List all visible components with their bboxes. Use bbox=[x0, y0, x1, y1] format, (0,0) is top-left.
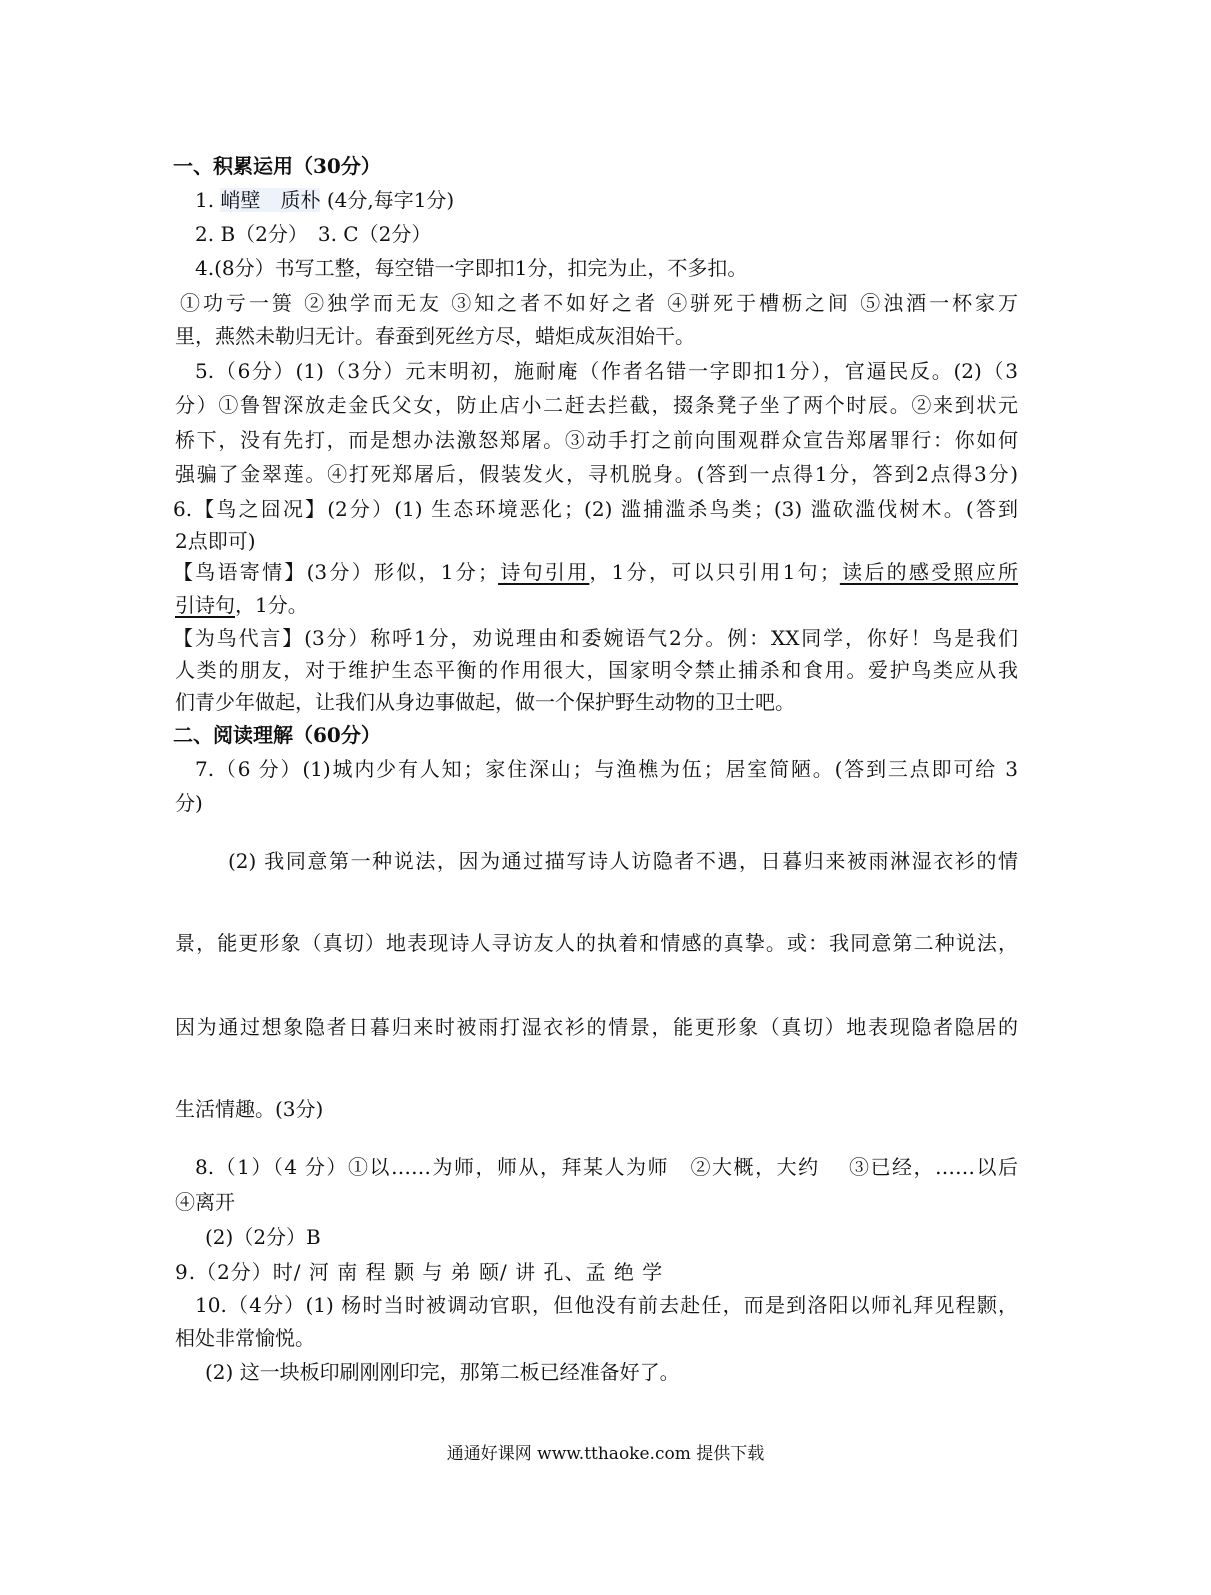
q10-line-2: 相处非常愉悦。 bbox=[175, 1326, 315, 1350]
q7-line-4: 景，能更形象（真切）地表现诗人寻访友人的执着和情感的真挚。或：我同意第二种说法， bbox=[175, 931, 1018, 955]
page-footer: 通通好课网 www.tthaoke.com 提供下载 bbox=[446, 1444, 765, 1464]
q10-line-1: 10.（4分）(1) 杨时当时被调动官职，但他没有前去赴任，而是到洛阳以师礼拜见程颢， bbox=[195, 1293, 1018, 1317]
q7-line-1: 7.（6 分）(1)城内少有人知；家住深山；与渔樵为伍；居室简陋。(答到三点即可给 3 bbox=[195, 757, 1018, 781]
q7-line-3: (2) 我同意第一种说法，因为通过描写诗人访隐者不遇，日暮归来被雨淋湿衣衫的情 bbox=[228, 849, 1018, 873]
q10-line-3: (2) 这一块板印刷刚刚印完，那第二板已经准备好了。 bbox=[205, 1360, 680, 1384]
q6-bird-emotion-label: 【鸟语寄情】(3分）形似，1分； bbox=[173, 560, 499, 584]
section-heading-2: 二、阅读理解（60分） bbox=[173, 723, 381, 747]
q2-q3-answer: 2. B（2分） 3. C（2分） bbox=[195, 222, 432, 246]
q6-line-4 bbox=[175, 589, 308, 621]
q1-words: 峭壁 质朴 bbox=[220, 188, 321, 212]
q6-underline-1: 诗句引用 bbox=[498, 560, 590, 584]
q9-answer: 9.（2分）时/ 河 南 程 颢 与 弟 颐/ 讲 孔、孟 绝 学 bbox=[175, 1260, 664, 1284]
q6-line-3 bbox=[173, 556, 1018, 588]
q5-line-4: 强骗了金翠莲。④打死郑屠后，假装发火，寻机脱身。(答到一点得1分，答到2点得3分) bbox=[175, 462, 1018, 486]
q8-line-1: 8.（1）（4 分）①以……为师，师从，拜某人为师 ②大概，大约 ③已经，……以后 bbox=[195, 1155, 1018, 1179]
q1-number: 1. bbox=[195, 188, 215, 212]
q6-line-7: 们青少年做起，让我们从身边事做起，做一个保护野生动物的卫士吧。 bbox=[175, 690, 795, 714]
q6-line-5: 【为鸟代言】(3分）称呼1分，劝说理由和委婉语气2分。例：XX同学，你好！鸟是我们 bbox=[173, 626, 1018, 650]
q6-underline-3: 引诗句 bbox=[175, 593, 235, 617]
q7-line-5: 因为通过想象隐者日暮归来时被雨打湿衣衫的情景，能更形象（真切）地表现隐者隐居的 bbox=[175, 1015, 1018, 1039]
q6-underline-2: 读后的感受照应所 bbox=[839, 560, 1019, 584]
q6-bird-emotion-text: ，1分，可以只引用1句； bbox=[589, 560, 840, 584]
q6-line-1: 6.【鸟之囧况】(2分）(1) 生态环境恶化；(2) 滥捕滥杀鸟类；(3) 滥砍滥伐树木。(答到 bbox=[173, 497, 1018, 521]
q1-score: (4分,每字1分) bbox=[326, 188, 455, 212]
q4-line-3: 里，燕然未勒归无计。春蚕到死丝方尽，蜡炬成灰泪始干。 bbox=[175, 324, 695, 348]
q8-line-2: ④离开 bbox=[175, 1190, 235, 1214]
q7-line-6: 生活情趣。(3分) bbox=[175, 1097, 324, 1121]
q7-line-2: 分) bbox=[175, 791, 203, 815]
q6-line-2: 2点即可) bbox=[175, 529, 256, 553]
q5-line-2: 分）①鲁智深放走金氏父女，防止店小二赶去拦截，掇条凳子坐了两个时辰。②来到状元 bbox=[175, 393, 1018, 417]
section-heading-1: 一、积累运用（30分） bbox=[173, 154, 381, 178]
q6-line-6: 人类的朋友，对于维护生态平衡的作用很大，国家明令禁止捕杀和食用。爱护鸟类应从我 bbox=[175, 658, 1018, 682]
q5-line-3: 桥下，没有先打，而是想办法激怒郑屠。③动手打之前向围观群众宣告郑屠罪行：你如何 bbox=[175, 428, 1018, 452]
q5-line-1: 5.（6分）(1)（3分）元末明初，施耐庵（作者名错一字即扣1分），官逼民反。(2)（3 bbox=[195, 359, 1018, 383]
q4-line-1: 4.(8分）书写工整，每空错一字即扣1分，扣完为止，不多扣。 bbox=[195, 256, 748, 280]
q4-line-2: ①功亏一篑 ②独学而无友 ③知之者不如好之者 ④骈死于槽枥之间 ⑤浊酒一杯家万 bbox=[180, 291, 1018, 315]
q8-line-3: (2)（2分）B bbox=[205, 1225, 321, 1249]
q6-line-4-text: ，1分。 bbox=[235, 593, 308, 617]
q1-answer bbox=[195, 184, 454, 216]
